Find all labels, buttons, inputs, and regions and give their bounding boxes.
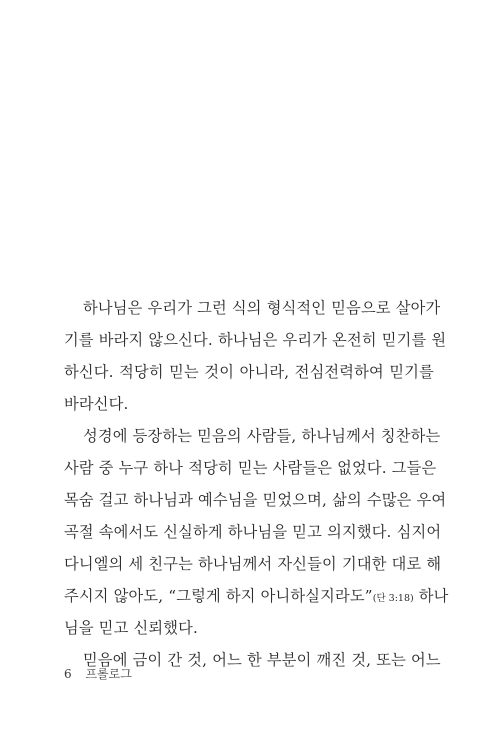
page-footer xyxy=(64,665,132,682)
paragraph-line: 사람 중 누구 하나 적당히 믿는 사람들은 없었다. 그들은 xyxy=(64,459,437,477)
paragraph-line: 기를 바라지 않으신다. 하나님은 우리가 온전히 믿기를 원 xyxy=(64,331,447,349)
section-name: 프롤로그 xyxy=(85,667,132,681)
paragraph-line: 다니엘의 세 친구는 하나님께서 자신들이 기대한 대로 해 xyxy=(64,555,442,573)
paragraph-line: 믿음에 금이 간 것, 어느 한 부분이 깨진 것, 또는 어느 xyxy=(83,651,441,669)
paragraph-line: 님을 믿고 신뢰했다. xyxy=(64,619,199,637)
body-text xyxy=(64,292,449,676)
paragraph-line: 성경에 등장하는 믿음의 사람들, 하나님께서 칭찬하는 xyxy=(83,427,441,445)
paragraph-line: 목숨 걸고 하나님과 예수님을 믿었으며, 삶의 수많은 우여 xyxy=(64,491,447,509)
scripture-reference: (단 3:18) xyxy=(372,593,414,604)
paragraph-line: 하신다. 적당히 믿는 것이 아니라, 전심전력하여 믿기를 xyxy=(64,363,434,381)
line-text: 주시지 않아도, “그렇게 하지 아니하실지라도” xyxy=(64,587,373,605)
paragraph-line: 곡절 속에서도 신실하게 하나님을 믿고 의지했다. 심지어 xyxy=(64,523,442,541)
paragraph-line: 바라신다. xyxy=(64,395,129,413)
line-text: 하나 xyxy=(413,587,449,605)
paragraph-line: 하나님은 우리가 그런 식의 형식적인 믿음으로 살아가 xyxy=(83,299,441,317)
paragraph-line xyxy=(64,580,449,612)
page-number: 6 xyxy=(64,667,72,681)
